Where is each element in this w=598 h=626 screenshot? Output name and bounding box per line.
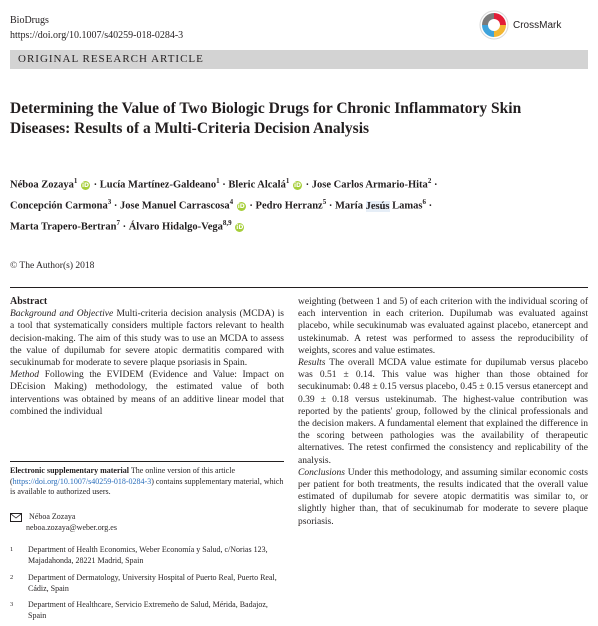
esm-text-after: ) contains supplementary material, which is available to authorized users. [10, 476, 284, 496]
author-name: Néboa Zozaya [10, 179, 74, 191]
author-separator: · [222, 179, 226, 191]
background-text: Multi-criteria decision analysis (MCDA) is a tool that systematically considers multiple factors relevant to health decision-making. The aim of this study was to use an MCDA to assess the value of dupilumab for severe atopic dermatitis compared with secukinumab for moderate to severe plaque psoriasis in Spain. [10, 309, 285, 369]
crossmark-icon [479, 10, 509, 40]
author-name: Jose Carlos Armario-Hita [311, 179, 428, 191]
author-line-2 [10, 194, 590, 215]
author-name-highlighted: Jesús [365, 200, 390, 212]
abstract-right-column [298, 296, 588, 528]
author-name: Lamas [392, 200, 423, 212]
supplementary-note [10, 466, 284, 498]
orcid-icon[interactable]: iD [236, 223, 244, 231]
corresponding-author: Néboa Zozaya [29, 512, 76, 521]
affiliation-text: Department of Dermatology, University Hospital of Puerto Real, Puerto Real, Cádiz, Spain [28, 573, 277, 593]
method-continuation: weighting (between 1 and 5) of each criterion with the individual scoring of each intervention in each criterion. Dupilumab was evaluated against placebo, while secukinumab was evaluated against placebo, etanercept and ustekinumab. A retest was performed to assess the reproducibility of weights, scores and value estimates. [298, 297, 588, 356]
esm-label: Electronic supplementary material [10, 466, 129, 475]
author-name: Pedro Herranz [255, 200, 323, 212]
affiliation-item [10, 573, 284, 594]
correspondence-block [10, 512, 284, 533]
orcid-icon[interactable]: iD [81, 181, 90, 189]
orcid-icon[interactable]: iD [237, 202, 245, 210]
affiliation-item [10, 600, 284, 621]
author-affiliation-sup: 1 [73, 177, 78, 185]
doi-link[interactable]: https://doi.org/10.1007/s40259-018-0284-3 [10, 30, 184, 41]
footnote-divider [10, 461, 284, 462]
author-separator: · [113, 200, 118, 212]
author-affiliation-sup: 5 [322, 198, 327, 206]
copyright-notice: © The Author(s) 2018 [10, 261, 95, 271]
affiliation-text: Department of Health Economics, Weber Economía y Salud, c/Norias 123, Majadahonda, 28221 Madrid, Spain [28, 545, 268, 565]
author-name: Marta Trapero-Bertran [10, 221, 117, 233]
author-name: Jose Manuel Carrascosa [119, 200, 230, 212]
abstract-heading: Abstract [10, 296, 48, 307]
author-name: María [334, 200, 363, 212]
author-affiliation-sup: 3 [107, 198, 112, 206]
author-name: Concepción Carmona [10, 200, 108, 212]
author-name: Lucía Martínez-Galdeano [99, 179, 217, 191]
results-text: The overall MCDA value estimate for dupilumab versus placebo was 0.51 ± 0.14. This value was higher than those obtained for secukinumab: 0.48 ± 0.15 versus placebo, 0.45 ± 0.15 versus etanercept and 0.39 ± 0.18 versus ustekinumab. The highest-value contribution was reported by the patients' group, followed by the clinical professionals and the decision makers. A fundamental element that explained the difference in the scoring between pathologies was the availability of therapeutic alternatives. The retest confirmed the consistency and replicability of the analysis. [298, 358, 588, 466]
conclusions-label: Conclusions [298, 467, 345, 478]
author-affiliation-sup: 7 [116, 219, 120, 227]
method-label: Method [10, 370, 40, 381]
affiliation-number: 3 [10, 601, 14, 608]
affiliation-item [10, 545, 284, 566]
affiliation-number: 2 [10, 574, 14, 581]
background-label: Background and Objective [10, 309, 114, 320]
author-name: Bleric Alcalá [228, 179, 286, 191]
author-separator: · [93, 179, 98, 191]
author-affiliation-sup: 1 [285, 177, 290, 185]
affiliation-text: Department of Healthcare, Servicio Extremeño de Salud, Mérida, Badajoz, Spain [28, 600, 268, 620]
results-label: Results [298, 358, 326, 369]
author-list [10, 173, 590, 236]
journal-name: BioDrugs [10, 15, 49, 26]
author-name: Álvaro Hidalgo-Vega [128, 221, 223, 233]
author-separator: · [122, 221, 127, 233]
affiliation-number: 1 [10, 546, 14, 553]
orcid-icon[interactable]: iD [293, 181, 301, 189]
author-separator: · [433, 179, 438, 191]
author-affiliation-sup: 4 [229, 198, 234, 206]
author-separator: · [328, 200, 333, 212]
author-separator: · [428, 200, 433, 212]
envelope-icon [10, 513, 22, 522]
section-divider [10, 287, 588, 288]
method-text: Following the EVIDEM (Evidence and Value: Impact on DEcision Making) methodology, the estimated value of both interventions was obtained by means of an additive linear model that combined the individual [10, 370, 285, 417]
esm-link[interactable]: https://doi.org/10.1007/s40259-018-0284-3 [12, 476, 152, 486]
article-type-label: ORIGINAL RESEARCH ARTICLE [18, 53, 204, 65]
esm-text-before: The online version of this article ( [10, 466, 236, 486]
author-line-3 [10, 215, 590, 236]
author-affiliation-sup: 1 [216, 177, 220, 185]
author-affiliation-sup: 2 [427, 177, 432, 185]
crossmark-badge[interactable] [479, 6, 589, 44]
author-affiliation-sup: 8,9 [222, 219, 232, 227]
author-affiliation-sup: 6 [422, 198, 426, 206]
conclusions-text: Under this methodology, and assuming similar economic costs per patient for both treatments, the results indicated that the overall value estimated of dupilumab for severe atopic dermatitis was similar to, or slightly higher than, that of secukinumab for moderate to severe plaque psoriasis. [298, 467, 588, 527]
author-separator: · [305, 179, 310, 191]
crossmark-label: CrossMark [513, 19, 562, 31]
journal-header [10, 13, 183, 43]
abstract-left-column [10, 296, 284, 418]
author-line-1 [10, 173, 590, 194]
article-type-banner [10, 50, 588, 69]
article-title: Determining the Value of Two Biologic Drugs for Chronic Inflammatory Skin Diseases: Results of a Multi-Criteria Decision Analysis [10, 100, 522, 137]
author-separator: · [249, 200, 253, 212]
corresponding-email[interactable]: neboa.zozaya@weber.org.es [26, 522, 117, 532]
